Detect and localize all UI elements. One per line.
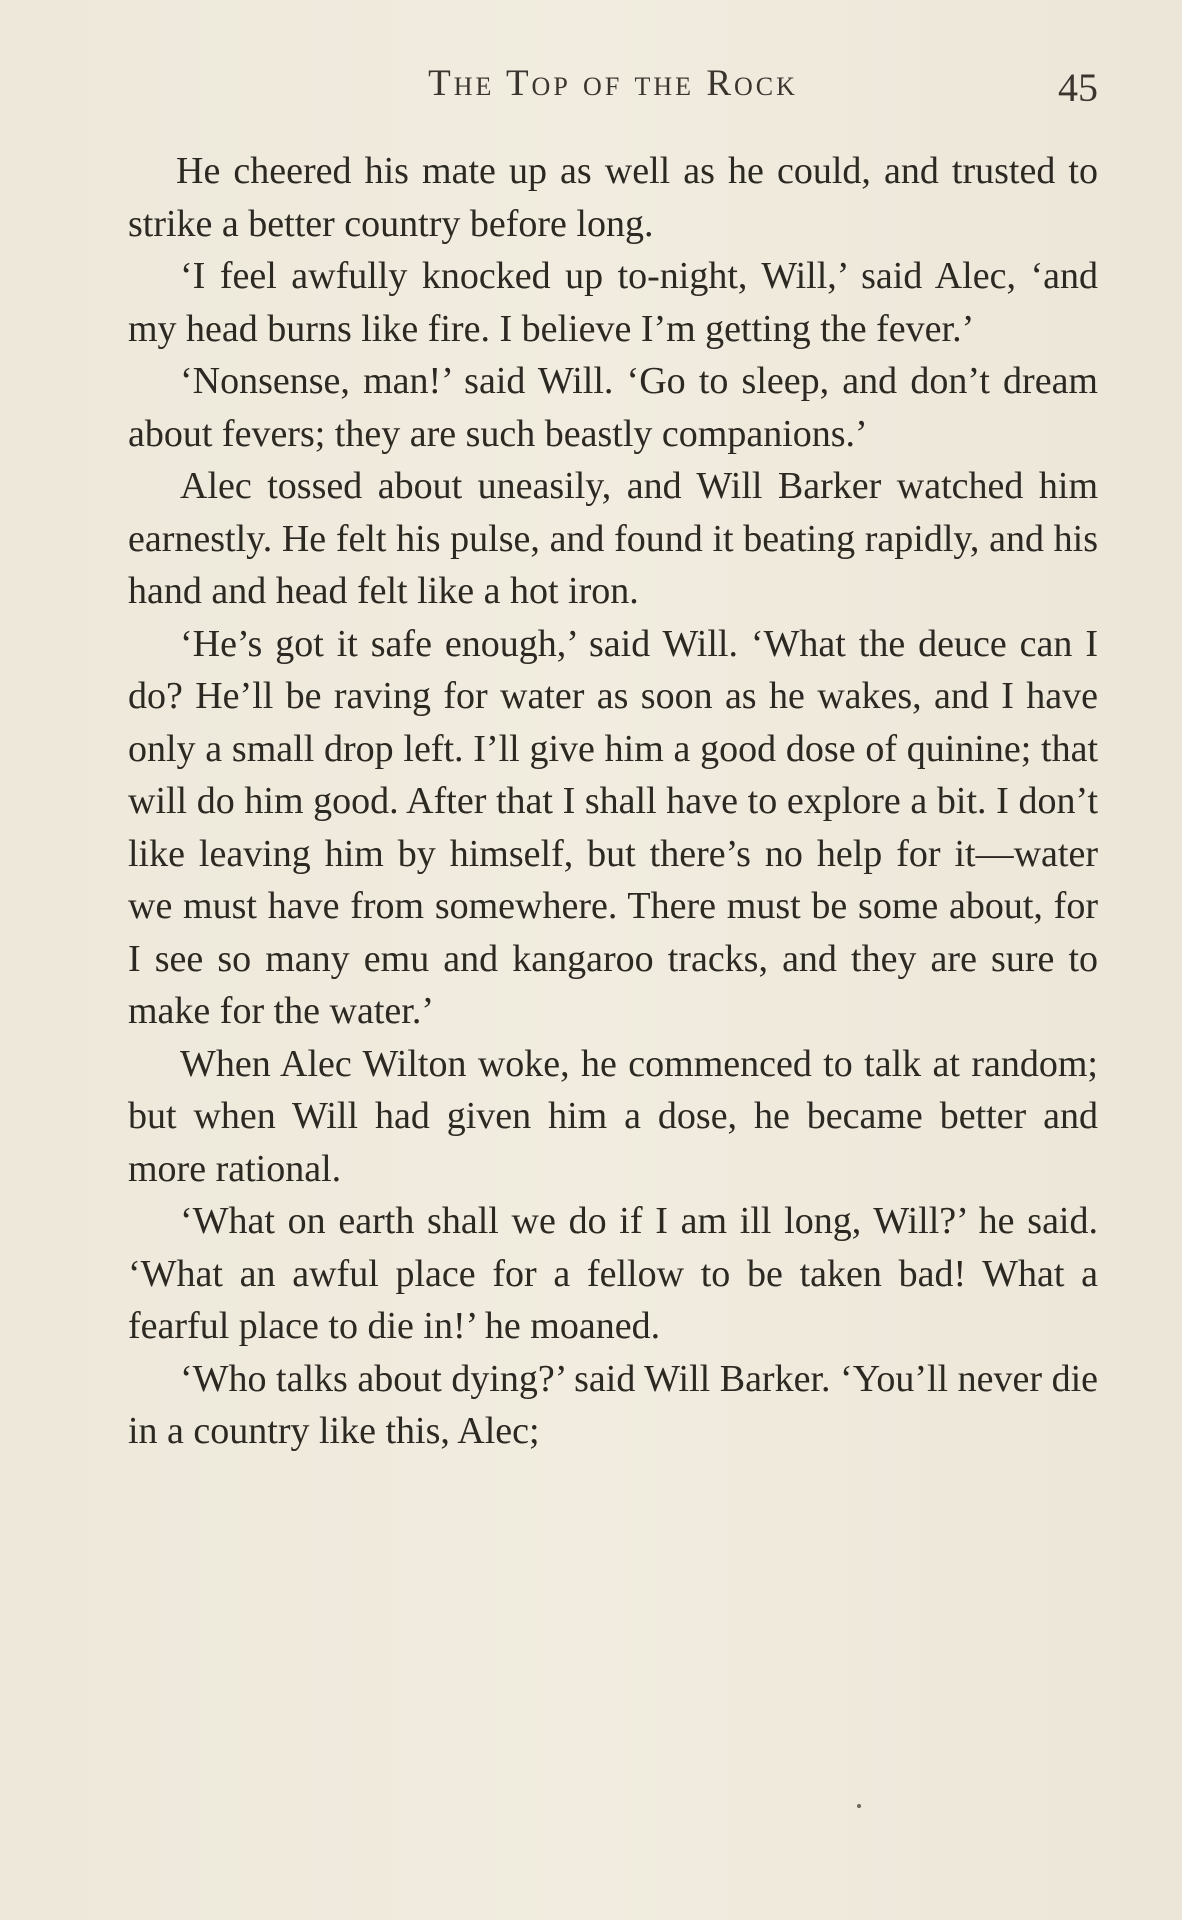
paragraph-8: ‘Who talks about dying?’ said Will Barker. ‘You’ll never die in a country like this, Alec; <box>128 1357 1098 1452</box>
paragraph-3: ‘Nonsense, man!’ said Will. ‘Go to sleep, and don’t dream about fevers; they are such beastly companions.’ <box>128 360 1098 455</box>
running-title: The Top of the Rock <box>428 63 798 104</box>
paragraph-5: ‘He’s got it safe enough,’ said Will. ‘What the deuce can I do? He’ll be raving for water as soon as he wakes, and I have only a small drop left. I’ll give him a good dose of quinine; that will do him good. After that I shall have to explore a bit. I don’t like leaving him by himself, but there’s no help for it—water we must have from somewhere. There must be some about, for I see so many emu and kangaroo tracks, and they are sure to make for the water.’ <box>128 622 1098 1032</box>
paragraph-7: ‘What on earth shall we do if I am ill long, Will?’ he said. ‘What an awful place for a fellow to be taken bad! What a fearful place to die in!’ he moaned. <box>128 1200 1098 1347</box>
paragraph-6: When Alec Wilton woke, he commenced to talk at random; but when Will had given him a dose, he became better and more rational. <box>128 1042 1098 1190</box>
ink-speck <box>857 1804 861 1808</box>
paragraph-2: ‘I feel awfully knocked up to-night, Will,’ said Alec, ‘and my head burns like fire. I believe I’m getting the fever.’ <box>128 255 1098 350</box>
body-text <box>128 145 1098 1458</box>
page-number: 45 <box>1058 65 1098 110</box>
paragraph-1: He cheered his mate up as well as he could, and trusted to strike a better country before long. <box>128 150 1098 245</box>
paragraph-4: Alec tossed about uneasily, and Will Barker watched him earnestly. He felt his pulse, and found it beating rapidly, and his hand and head felt like a hot iron. <box>128 465 1098 612</box>
page-header <box>128 62 1098 118</box>
